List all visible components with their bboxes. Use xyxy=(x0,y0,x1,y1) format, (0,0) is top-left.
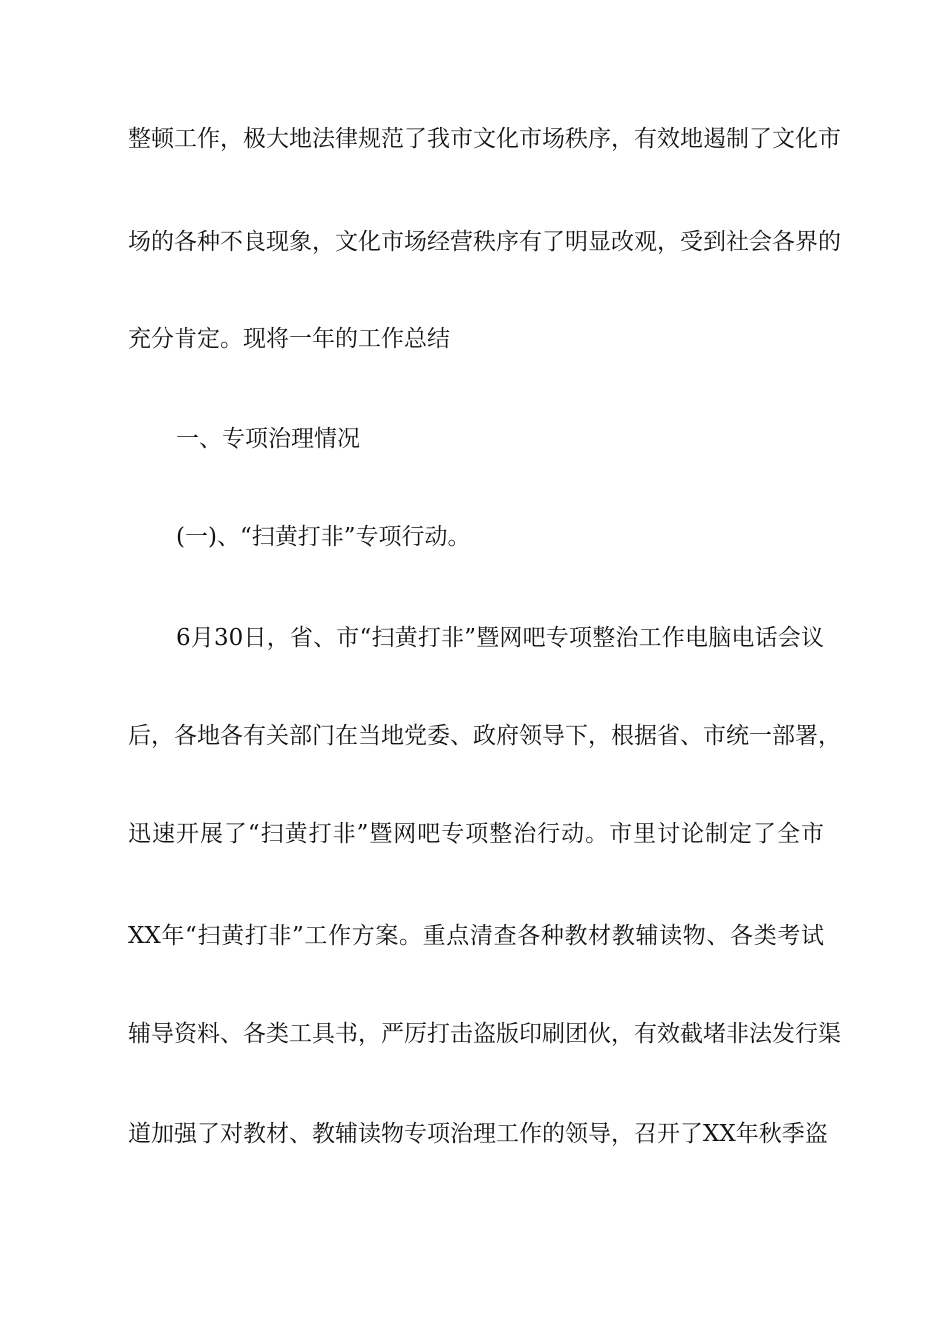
paragraph-line-6: 迅速开展了“扫黄打非”暨网吧专项整治行动。市里讨论制定了全市 xyxy=(128,821,824,847)
paragraph-line-4: 6月30日，省、市“扫黄打非”暨网吧专项整治工作电脑电话会议 xyxy=(176,625,824,651)
paragraph-line-2: 场的各种不良现象，文化市场经营秩序有了明显改观，受到社会各界的 xyxy=(128,229,841,255)
subsection-heading: (一)、“扫黄打非”专项行动。 xyxy=(176,524,471,550)
paragraph-line-9: 道加强了对教材、教辅读物专项治理工作的领导，召开了XX年秋季盗 xyxy=(128,1121,828,1147)
paragraph-line-5: 后，各地各有关部门在当地党委、政府领导下，根据省、市统一部署， xyxy=(128,723,841,749)
paragraph-line-1: 整顿工作，极大地法律规范了我市文化市场秩序，有效地遏制了文化市 xyxy=(128,126,841,152)
paragraph-line-3: 充分肯定。现将一年的工作总结 xyxy=(128,326,450,352)
paragraph-line-8: 辅导资料、各类工具书，严厉打击盗版印刷团伙，有效截堵非法发行渠 xyxy=(128,1021,841,1047)
section-heading: 一、专项治理情况 xyxy=(176,426,360,452)
paragraph-line-7: XX年“扫黄打非”工作方案。重点清查各种教材教辅读物、各类考试 xyxy=(128,923,824,949)
